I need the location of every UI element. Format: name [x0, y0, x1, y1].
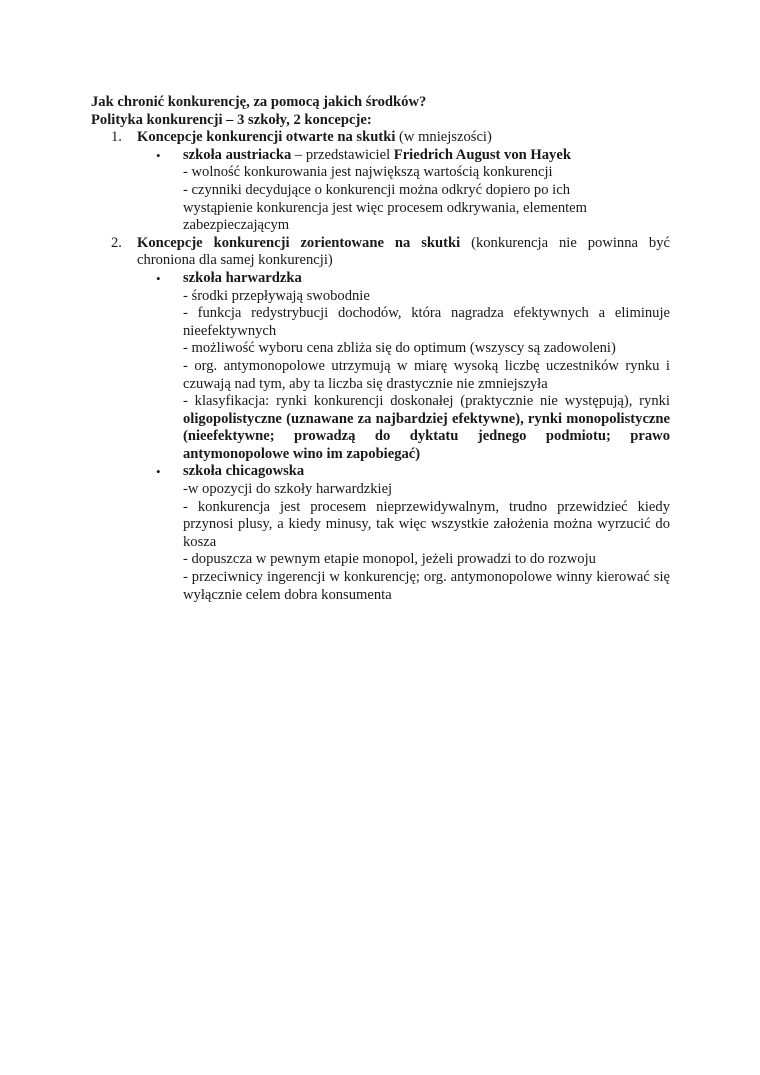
school-point: - dopuszcza w pewnym etapie monopol, jeżeli prowadzi to do rozwoju [183, 551, 596, 568]
bullet-icon: • [156, 147, 161, 163]
school-harvard [137, 270, 670, 464]
school-point: - funkcja redystrybucji dochodów, która nagradza efektywnych a eliminuje nieefektywnych [183, 305, 670, 339]
school-name: szkoła chicagowska [183, 463, 305, 480]
school-point: - czynniki decydujące o konkurencji można odkryć dopiero po ich wystąpienie konkurencja jest więc procesem odkrywania, elementem zabezpieczającym [183, 181, 588, 234]
classification-text: - klasyfikacja: rynki konkurencji doskonałej (praktycznie nie występują), rynki [183, 393, 670, 410]
school-point: - możliwość wyboru cena zbliża się do optimum (wszyscy są zadowoleni) [183, 340, 616, 357]
school-austrian [137, 147, 670, 235]
concept-number: 1. [111, 129, 122, 146]
school-classification [183, 393, 670, 463]
school-chicago [137, 463, 670, 604]
concept-title-note: (konkurencja nie powinna być chroniona dla samej konkurencji) [137, 234, 670, 269]
classification-bold: oligopolistyczne (uznawane za najbardziej efektywne), rynki monopolistyczne (nieefektywne; prowadzą do dyktatu jednego podmiotu; prawo antymonopolowe wino im zapobiegać) [183, 410, 670, 462]
concept-number: 2. [111, 234, 122, 251]
concept-2-schools [91, 270, 670, 604]
concept-1-schools [91, 147, 670, 235]
concept-title-note: (w mniejszości) [395, 129, 492, 146]
bullet-icon: • [156, 270, 161, 286]
concept-item-1 [91, 129, 670, 147]
school-name: szkoła austriacka [183, 146, 292, 163]
heading-policy: Polityka konkurencji – 3 szkoły, 2 koncepcje: [91, 111, 372, 128]
school-point: - wolność konkurowania jest największą wartością konkurencji [183, 164, 553, 181]
school-point: -w opozycji do szkoły harwardzkiej [183, 481, 393, 498]
concept-item-2 [91, 235, 670, 270]
school-point: - konkurencja jest procesem nieprzewidywalnym, trudno przewidzieć kiedy przynosi plusy, a kiedy minusy, tak więc wszystkie założenia można wyrzucić do kosza [183, 498, 670, 550]
school-point: - org. antymonopolowe utrzymują w miarę wysoką liczbę uczestników rynku i czuwają nad tym, aby ta liczba się drastycznie nie zmniejszyła [183, 357, 670, 392]
school-representative: Friedrich August von Hayek [393, 146, 571, 163]
concept-title: Koncepcje konkurencji zorientowane na skutki [137, 234, 461, 251]
school-name: szkoła harwardzka [183, 269, 302, 286]
document-content [91, 94, 670, 604]
school-point: - środki przepływają swobodnie [183, 287, 370, 304]
heading-question: Jak chronić konkurencję, za pomocą jakich środków? [91, 94, 427, 110]
concept-title: Koncepcje konkurencji otwarte na skutki [137, 129, 396, 146]
school-name-rest: – przedstawiciel [291, 146, 394, 163]
school-point: - przeciwnicy ingerencji w konkurencję; org. antymonopolowe winny kierować się wyłącznie celem dobra konsumenta [183, 569, 670, 603]
bullet-icon: • [156, 464, 161, 480]
